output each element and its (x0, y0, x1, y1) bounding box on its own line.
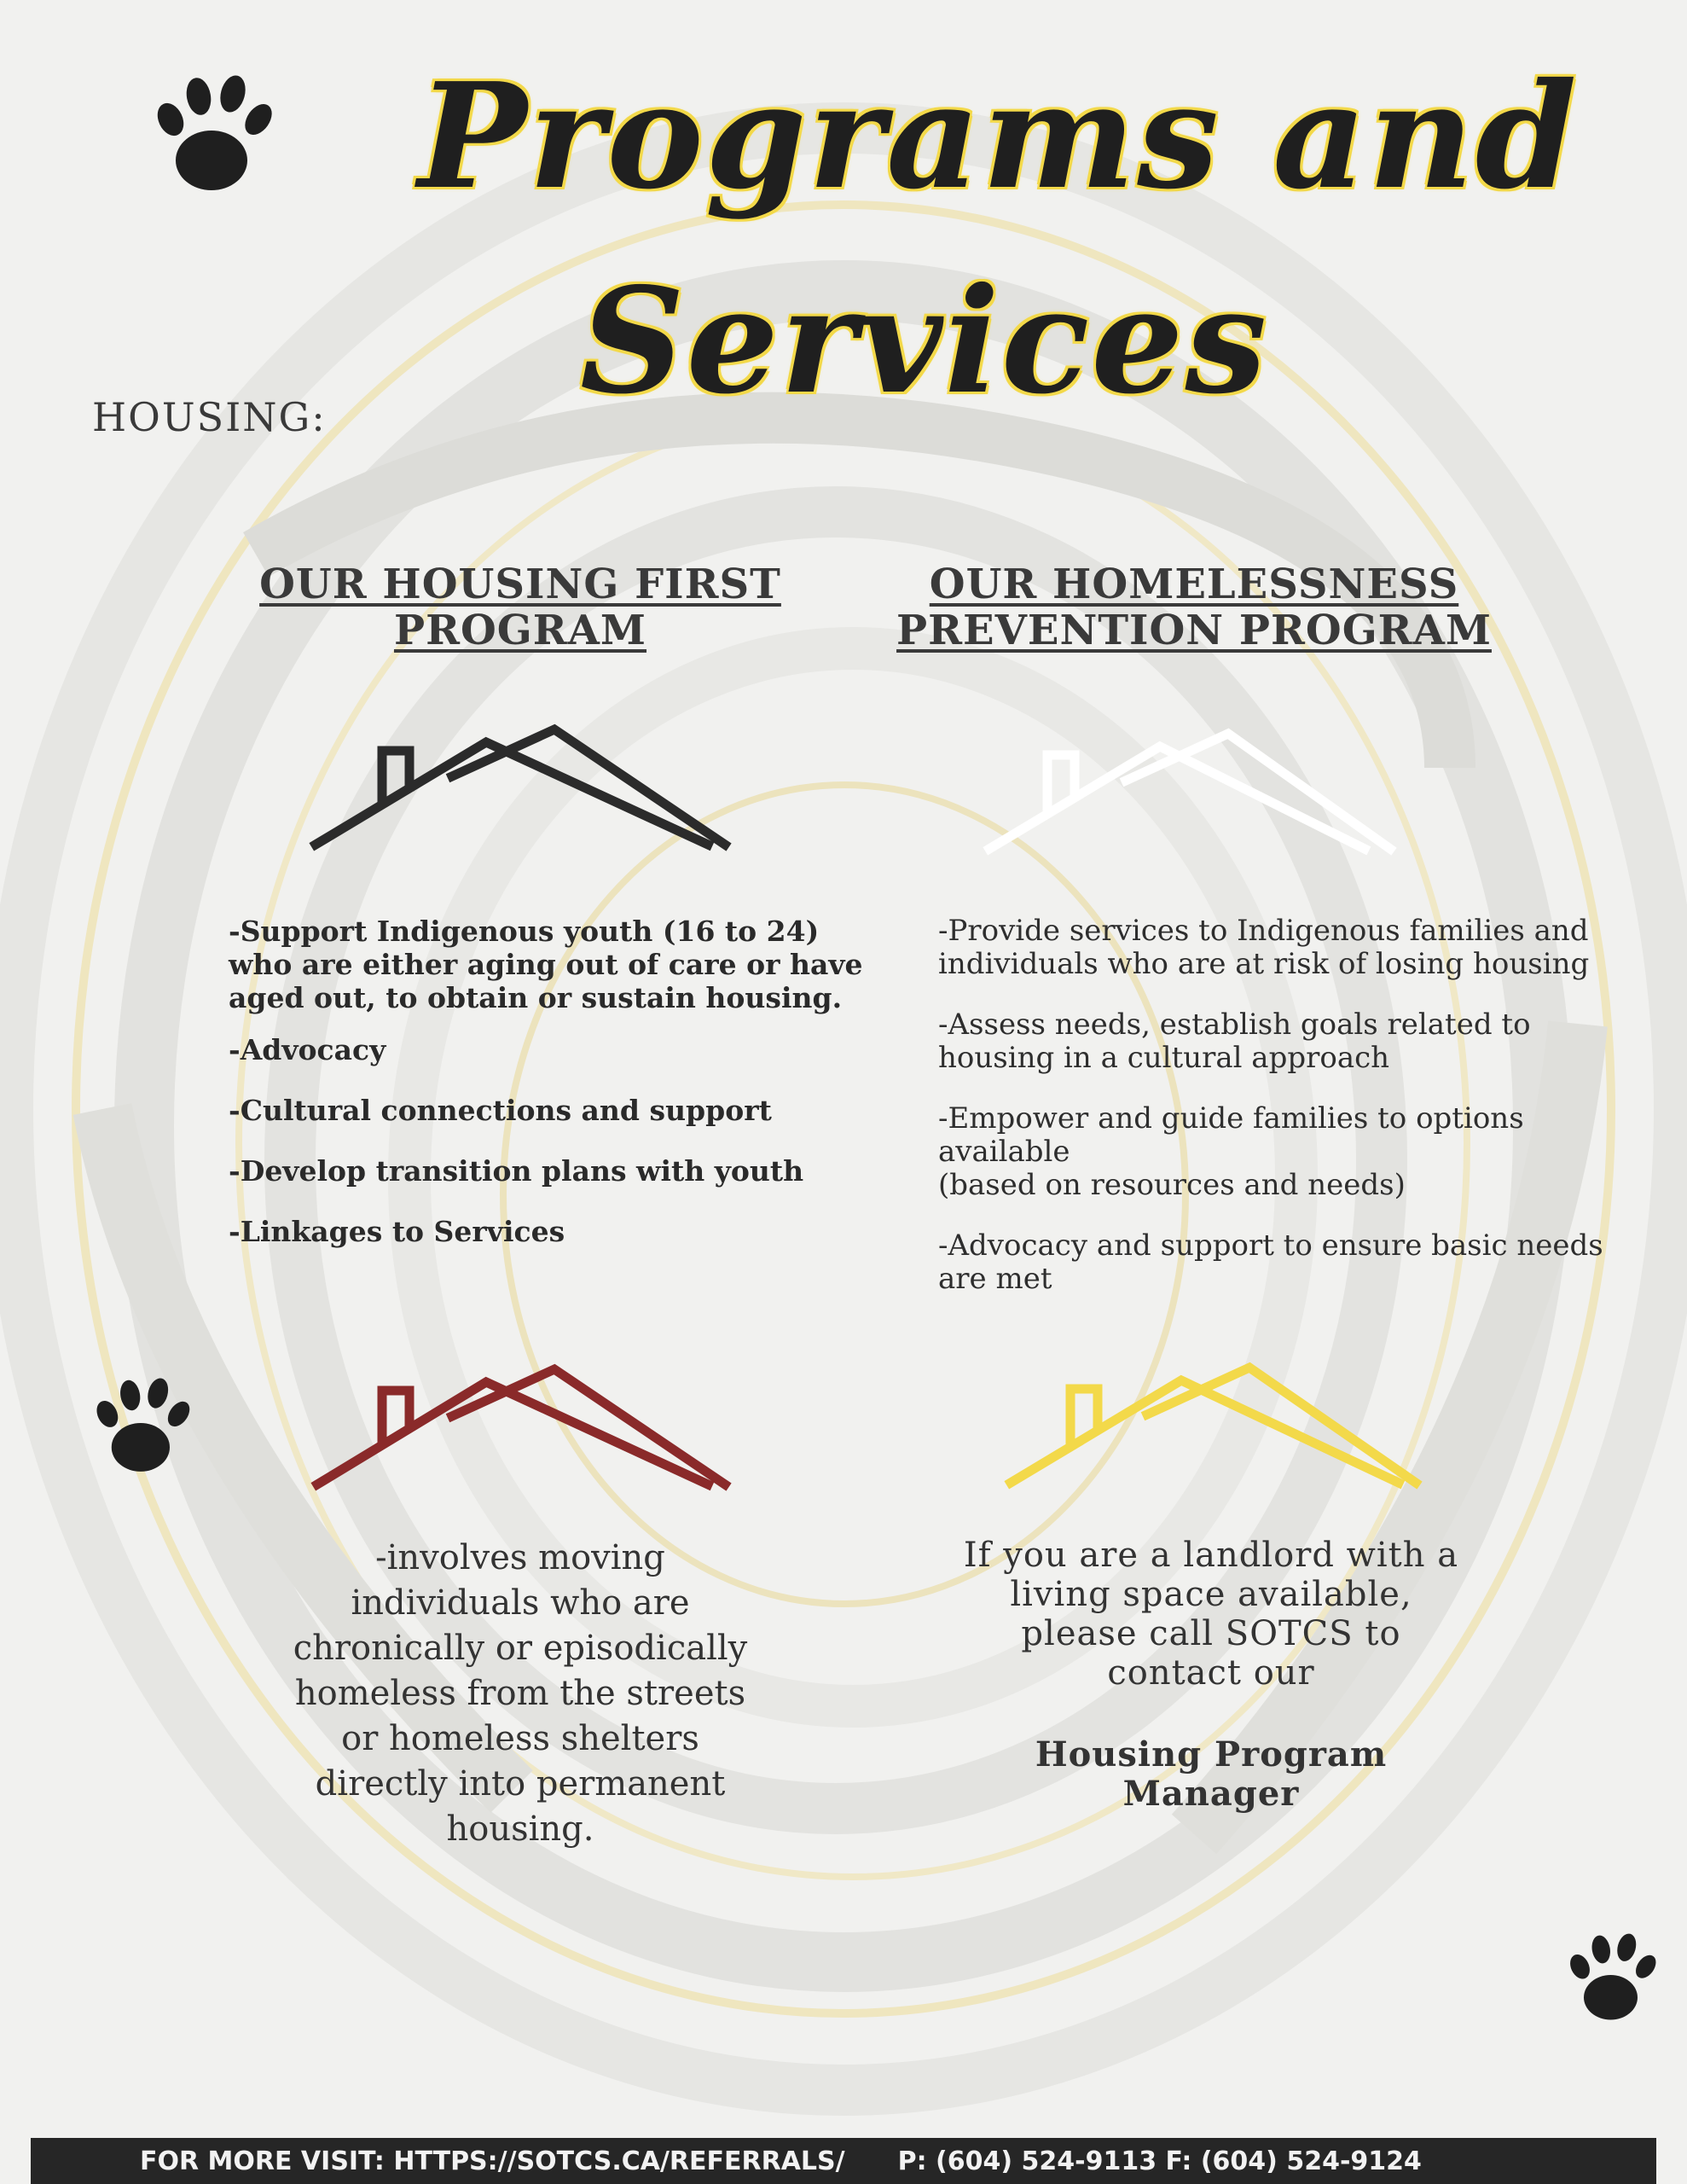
program-title-homelessness-prevention (870, 561, 1518, 653)
house-roof-icon-yellow (998, 1355, 1424, 1500)
list-item: -Support Indigenous youth (16 to 24) who are either aging out of care or have aged out, to obtain or sustain housing. (229, 915, 863, 1014)
list-item: -Cultural connections and support (229, 1094, 772, 1127)
referrals-link[interactable]: FOR MORE VISIT: HTTPS://SOTCS.CA/REFERRALS/ (140, 2146, 845, 2176)
house-roof-icon-red (307, 1356, 733, 1502)
list-item: -Linkages to Services (229, 1215, 565, 1248)
footer-bar (31, 2138, 1656, 2184)
list-item: -Advocacy and support to ensure basic needs are met (938, 1228, 1603, 1296)
section-label: HOUSING: (92, 394, 327, 440)
homelessness-prevention-services-list (938, 915, 1620, 1323)
landlord-call-to-action: If you are a landlord with a living space available, please call SOTCS to contact our (963, 1536, 1459, 1693)
list-item: -Assess needs, establish goals related to housing in a cultural approach (938, 1008, 1531, 1075)
housing-program-manager: Housing Program Manager (1035, 1734, 1388, 1814)
paw-print-icon (1566, 1920, 1668, 2030)
page-title-line1: Programs and (418, 51, 1579, 222)
page-title-line2: Services (580, 256, 1269, 427)
housing-first-services-list (229, 915, 877, 1275)
program-title-line: OUR HOMELESSNESS (929, 561, 1459, 608)
house-roof-icon-black (307, 717, 733, 862)
house-roof-icon-white (972, 721, 1399, 866)
paw-print-icon (152, 58, 288, 203)
housing-first-description: -involves moving individuals who are chronically or episodically homeless from the streets or homeless shelters directly into permanent housing. (293, 1538, 748, 1849)
list-item: -Advocacy (229, 1033, 386, 1066)
list-item: -Provide services to Indigenous families and individuals who are at risk of losing housing (938, 914, 1590, 981)
program-title-line: PROGRAM (393, 607, 647, 654)
program-title-line: OUR HOUSING FIRST (259, 561, 781, 608)
paw-print-icon (92, 1363, 203, 1483)
list-item: -Develop transition plans with youth (229, 1154, 804, 1188)
list-item: -Empower and guide families to options available (based on resources and needs) (938, 1101, 1524, 1202)
program-title-housing-first (222, 561, 819, 653)
contact-phone-fax: P: (604) 524-9113 F: (604) 524-9124 (897, 2146, 1422, 2176)
program-title-line: PREVENTION PROGRAM (896, 607, 1492, 654)
